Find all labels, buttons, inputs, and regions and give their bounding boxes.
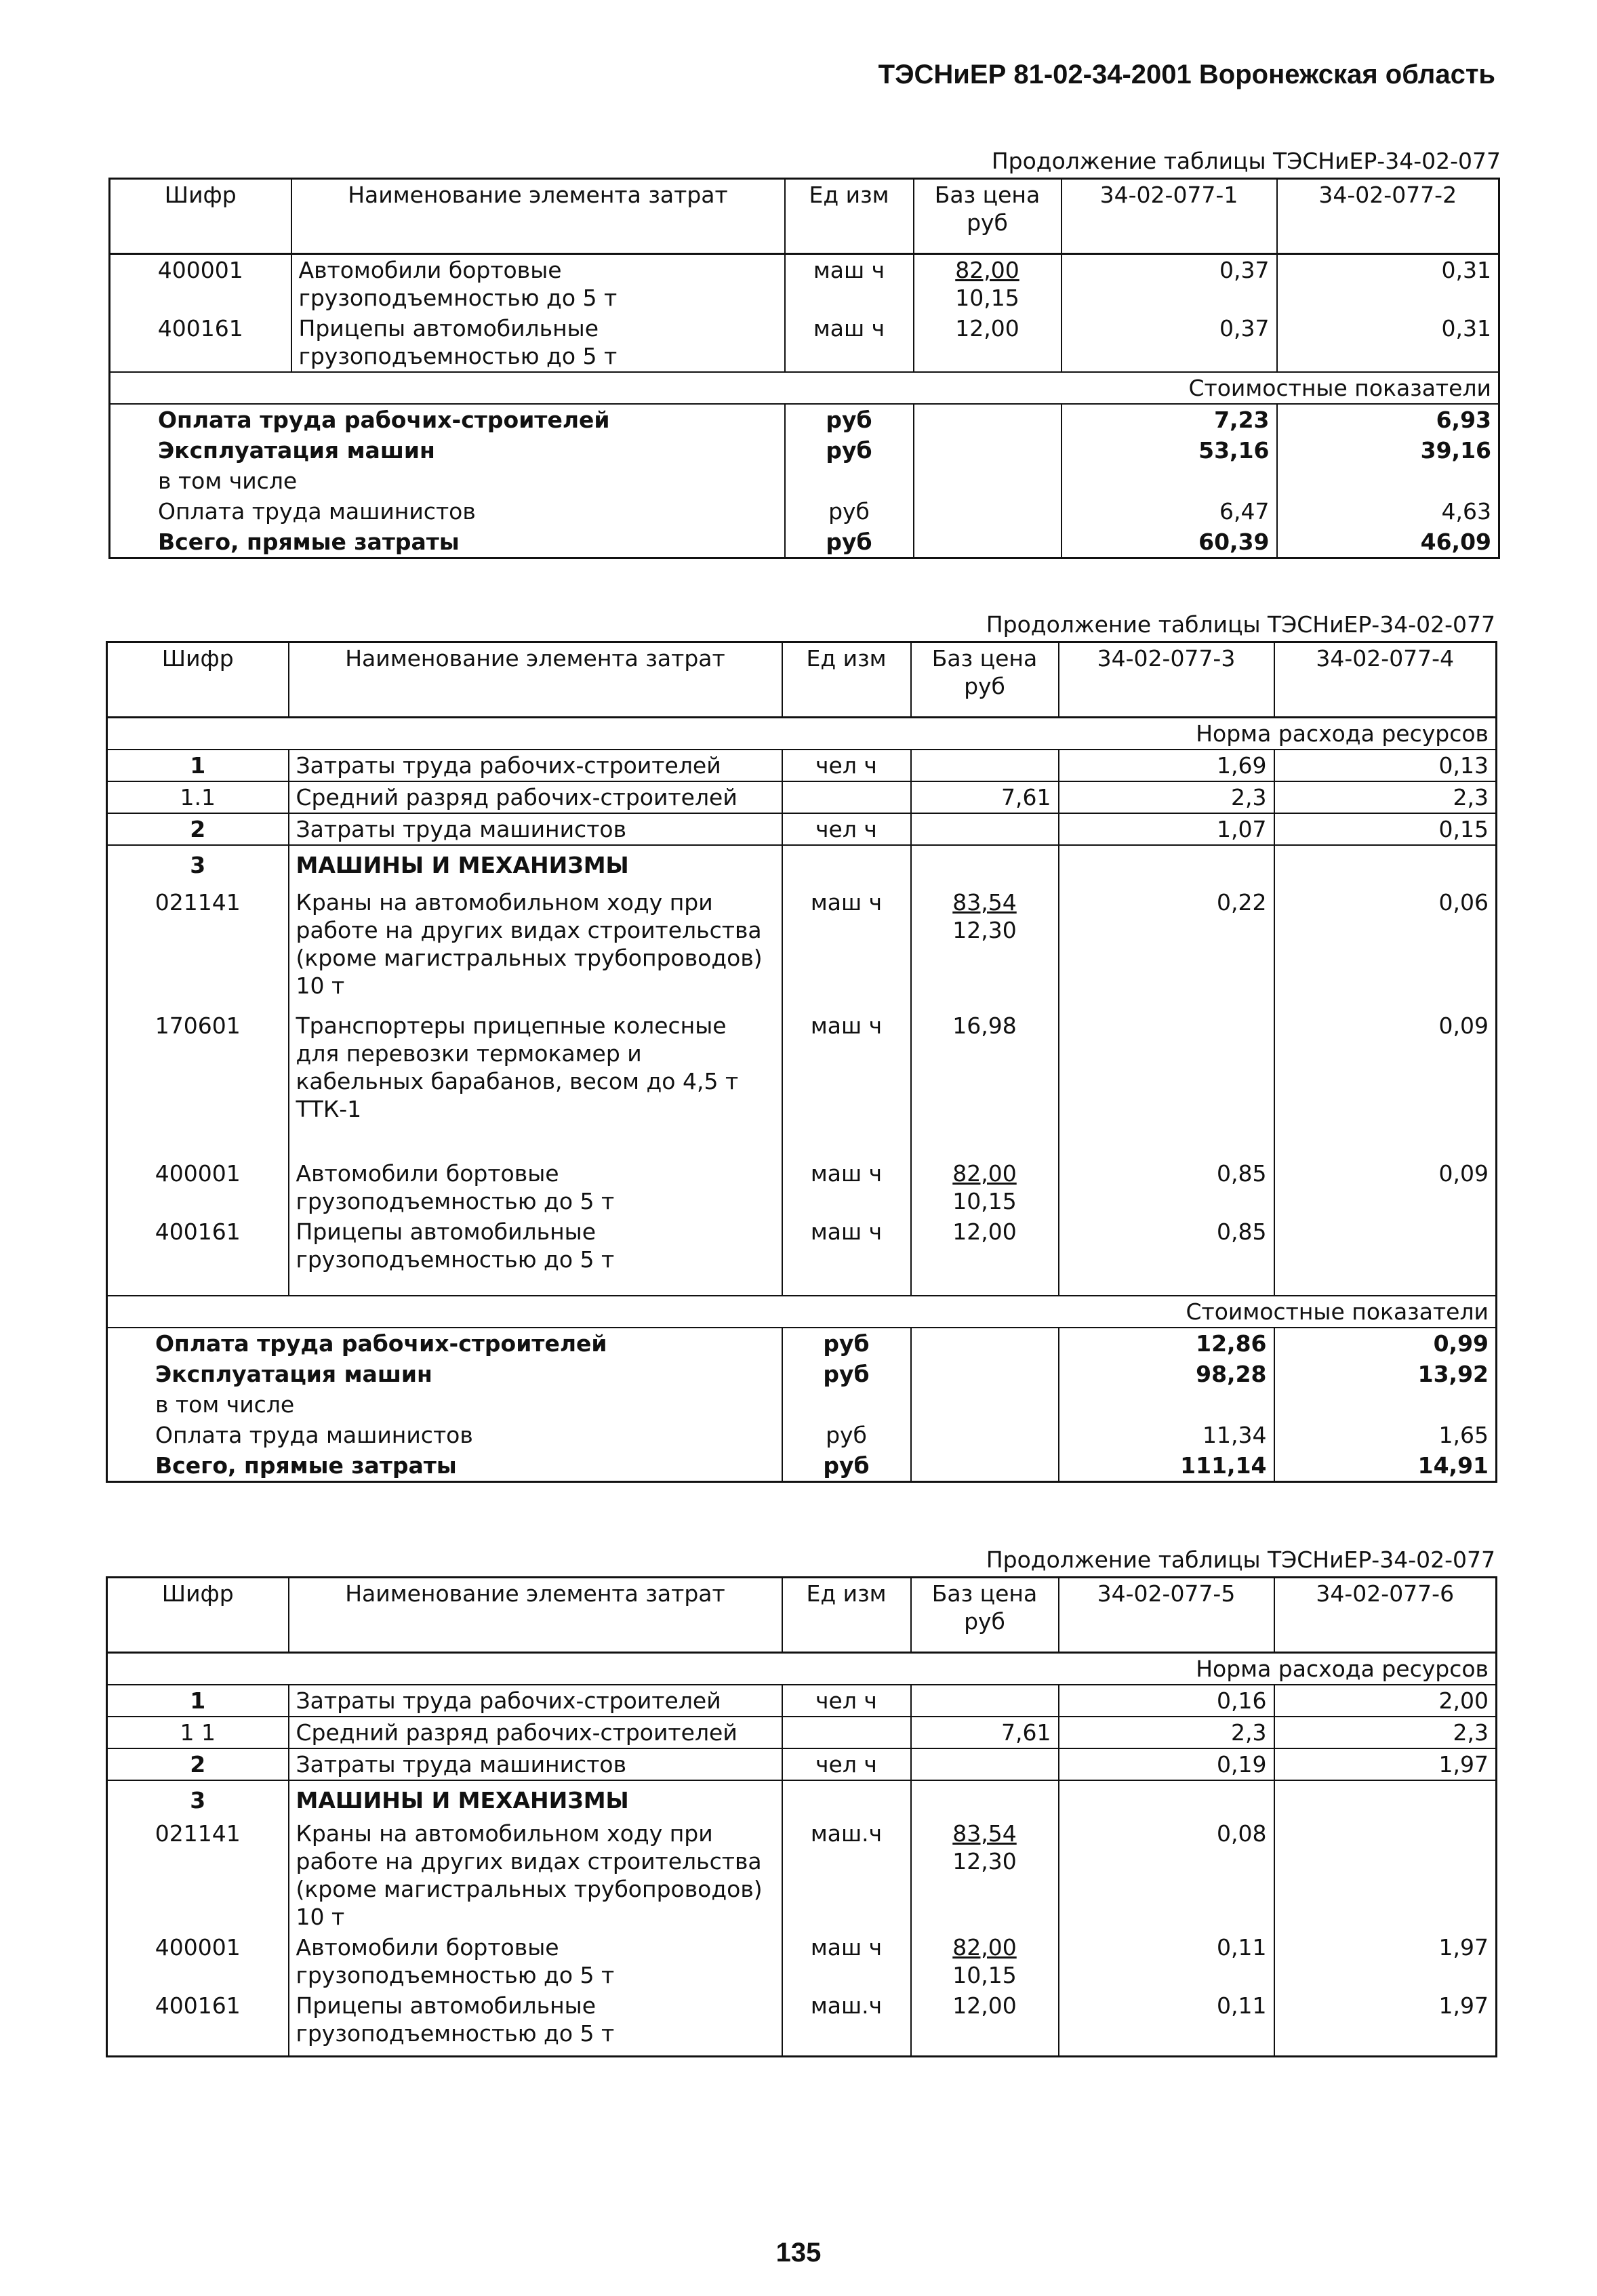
column-header: 34-02-077-5 <box>1059 1578 1274 1653</box>
value-cell: 0,37 <box>1062 254 1277 314</box>
value-cell: 0,16 <box>1059 1685 1274 1717</box>
value-cell <box>1059 1001 1274 1158</box>
code-cell: 400001 <box>155 1160 241 1187</box>
code-cell: 3 <box>107 845 289 880</box>
table-header-row <box>110 179 1499 254</box>
cost-value: 60,39 <box>1062 527 1277 558</box>
price-value-secondary: 10,15 <box>952 1188 1017 1214</box>
cost-value: 53,16 <box>1062 435 1277 466</box>
name-cell: Средний разряд рабочих-строителей <box>289 1717 782 1748</box>
cost-value: 6,47 <box>1062 496 1277 527</box>
cost-value: 6,93 <box>1277 404 1499 435</box>
unit-cell: чел ч <box>782 1685 911 1717</box>
price-value-secondary: 10,15 <box>955 285 1019 311</box>
unit-cell: чел ч <box>782 813 911 845</box>
name-cell: Автомобили бортовые грузоподъемностью до 5 т <box>289 1158 782 1216</box>
column-header: Ед изм <box>785 179 914 254</box>
value-cell: 2,3 <box>1274 1717 1497 1748</box>
unit-cell: маш ч <box>782 1932 911 1990</box>
cost-price <box>914 527 1062 558</box>
price-cell <box>911 880 1059 1001</box>
table-header-row <box>107 1578 1497 1653</box>
column-header: Наименование элемента затрат <box>291 179 785 254</box>
name-cell: Затраты труда рабочих-строителей <box>289 750 782 781</box>
code-cell: 400161 <box>157 315 243 342</box>
value-cell: 0,09 <box>1274 1158 1497 1216</box>
price-value-secondary: 12,30 <box>952 917 1017 943</box>
name-cell: Краны на автомобильном ходу при работе на других видах строительства (кроме магистральных трубопроводов) 10 т <box>289 880 782 1001</box>
name-cell: Автомобили бортовые грузоподъемностью до 5 т <box>291 254 785 314</box>
cost-unit <box>782 1389 911 1420</box>
table-row <box>107 813 1497 845</box>
cost-row <box>107 1328 1497 1359</box>
table-row <box>107 1216 1497 1296</box>
table-row <box>107 1932 1497 1990</box>
unit-cell: маш ч <box>782 1001 911 1158</box>
column-header: 34-02-077-1 <box>1062 179 1277 254</box>
price-value-secondary: 12,30 <box>952 1848 1017 1874</box>
column-header: Наименование элемента затрат <box>289 642 782 718</box>
cost-value: 46,09 <box>1277 527 1499 558</box>
table-caption: Продолжение таблицы ТЭСНиЕР-34-02-077 <box>986 1546 1495 1573</box>
cost-value: 0,99 <box>1274 1328 1497 1359</box>
value-cell: 0,31 <box>1277 313 1499 372</box>
cost-row <box>110 435 1499 466</box>
cost-row <box>107 1450 1497 1482</box>
name-cell: Затраты труда машинистов <box>289 813 782 845</box>
cost-name: Оплата труда рабочих-строителей <box>158 407 610 433</box>
price-value: 82,00 <box>955 257 1019 283</box>
unit-cell <box>782 781 911 813</box>
cost-value: 11,34 <box>1059 1420 1274 1450</box>
unit-cell <box>782 1717 911 1748</box>
cost-name: в том числе <box>155 1391 295 1418</box>
cost-value: 13,92 <box>1274 1359 1497 1389</box>
table-row <box>110 313 1499 372</box>
code-cell: 1 1 <box>107 1717 289 1748</box>
name-cell: Прицепы автомобильные грузоподъемностью до 5 т <box>289 1990 782 2057</box>
price-cell: 16,98 <box>911 1001 1059 1158</box>
table-row <box>107 1685 1497 1717</box>
cost-value: 98,28 <box>1059 1359 1274 1389</box>
cost-unit: руб <box>782 1450 911 1482</box>
cost-name: Оплата труда рабочих-строителей <box>155 1330 607 1357</box>
cost-row <box>107 1389 1497 1420</box>
unit-cell: чел ч <box>782 1748 911 1780</box>
unit-cell: маш ч <box>785 254 914 314</box>
code-cell: 021141 <box>155 1820 241 1847</box>
value-cell: 0,06 <box>1274 880 1497 1001</box>
cost-price <box>914 496 1062 527</box>
cost-unit: руб <box>785 435 914 466</box>
cost-price <box>914 435 1062 466</box>
value-cell: 0,13 <box>1274 750 1497 781</box>
cost-value: 7,23 <box>1062 404 1277 435</box>
cost-value <box>1277 466 1499 496</box>
table-row <box>107 1990 1497 2057</box>
section-row <box>107 718 1497 750</box>
value-cell: 0,11 <box>1059 1990 1274 2057</box>
column-header: Баз цена руб <box>911 1578 1059 1653</box>
value-cell: 1,07 <box>1059 813 1274 845</box>
name-cell: Прицепы автомобильные грузоподъемностью до 5 т <box>289 1216 782 1296</box>
unit-cell: маш ч <box>782 1216 911 1296</box>
column-header: Шифр <box>110 179 291 254</box>
value-cell: 0,31 <box>1277 254 1499 314</box>
cost-price <box>911 1328 1059 1359</box>
value-cell: 2,3 <box>1274 781 1497 813</box>
unit-cell <box>782 845 911 880</box>
price-cell <box>911 1685 1059 1717</box>
cost-value <box>1059 1389 1274 1420</box>
name-cell: Транспортеры прицепные колесные для перевозки термокамер и кабельных барабанов, весом до 4,5 т ТТК-1 <box>289 1001 782 1158</box>
page-number: 135 <box>775 2238 822 2268</box>
value-cell: 0,11 <box>1059 1932 1274 1990</box>
code-cell: 170601 <box>155 1012 241 1039</box>
code-cell: 021141 <box>155 889 241 916</box>
unit-cell <box>782 1780 911 1816</box>
value-cell: 0,09 <box>1274 1001 1497 1158</box>
cost-name: Всего, прямые затраты <box>155 1452 457 1479</box>
code-cell: 1.1 <box>107 781 289 813</box>
value-cell: 0,15 <box>1274 813 1497 845</box>
table-row <box>107 1816 1497 1932</box>
cost-unit: руб <box>785 404 914 435</box>
name-cell: МАШИНЫ И МЕХАНИЗМЫ <box>289 845 782 880</box>
value-cell <box>1274 1216 1497 1296</box>
unit-cell: маш.ч <box>782 1990 911 2057</box>
table-row <box>110 254 1499 314</box>
code-cell: 2 <box>107 813 289 845</box>
price-cell: 7,61 <box>911 781 1059 813</box>
name-cell: Прицепы автомобильные грузоподъемностью до 5 т <box>291 313 785 372</box>
column-header: Баз цена руб <box>911 642 1059 718</box>
name-cell: Средний разряд рабочих-строителей <box>289 781 782 813</box>
section-title: Стоимостные показатели <box>107 1296 1497 1328</box>
column-header: Шифр <box>107 642 289 718</box>
unit-cell: маш.ч <box>782 1816 911 1932</box>
section-title: Стоимостные показатели <box>110 372 1499 404</box>
value-cell <box>1059 845 1274 880</box>
code-cell: 3 <box>107 1780 289 1816</box>
column-header: Наименование элемента затрат <box>289 1578 782 1653</box>
price-cell: 12,00 <box>911 1990 1059 2057</box>
price-value: 83,54 <box>952 1820 1017 1847</box>
code-cell: 1 <box>190 752 206 779</box>
resource-table-1 <box>108 178 1500 559</box>
table-header-row <box>107 642 1497 718</box>
unit-cell: маш ч <box>782 880 911 1001</box>
section-row <box>107 1296 1497 1328</box>
price-value: 83,54 <box>952 889 1017 916</box>
price-cell: 12,00 <box>914 313 1062 372</box>
cost-value: 14,91 <box>1274 1450 1497 1482</box>
column-header: 34-02-077-4 <box>1274 642 1497 718</box>
table-row <box>107 1780 1497 1816</box>
name-cell: Автомобили бортовые грузоподъемностью до 5 т <box>289 1932 782 1990</box>
code-cell: 400001 <box>155 1934 241 1961</box>
cost-row <box>110 466 1499 496</box>
cost-row <box>107 1420 1497 1450</box>
cost-value <box>1062 466 1277 496</box>
price-value: 82,00 <box>952 1160 1017 1187</box>
price-cell <box>911 1158 1059 1216</box>
table-row <box>107 750 1497 781</box>
column-header: 34-02-077-3 <box>1059 642 1274 718</box>
price-value: 82,00 <box>952 1934 1017 1961</box>
code-cell: 1 <box>190 1687 206 1714</box>
price-cell: 7,61 <box>911 1717 1059 1748</box>
cost-unit: руб <box>782 1328 911 1359</box>
column-header: 34-02-077-2 <box>1277 179 1499 254</box>
cost-value: 39,16 <box>1277 435 1499 466</box>
value-cell: 2,00 <box>1274 1685 1497 1717</box>
name-cell: МАШИНЫ И МЕХАНИЗМЫ <box>289 1780 782 1816</box>
table-row <box>107 1158 1497 1216</box>
value-cell <box>1274 1780 1497 1816</box>
table-row <box>107 781 1497 813</box>
code-cell: 400001 <box>157 257 243 283</box>
value-cell: 1,97 <box>1274 1932 1497 1990</box>
value-cell <box>1059 1780 1274 1816</box>
cost-row <box>107 1359 1497 1389</box>
table-caption: Продолжение таблицы ТЭСНиЕР-34-02-077 <box>986 611 1495 638</box>
value-cell: 2,3 <box>1059 1717 1274 1748</box>
unit-cell: маш ч <box>785 313 914 372</box>
cost-price <box>914 404 1062 435</box>
cost-price <box>911 1450 1059 1482</box>
price-cell <box>911 1932 1059 1990</box>
table-row <box>107 845 1497 880</box>
price-cell: 12,00 <box>911 1216 1059 1296</box>
value-cell: 0,19 <box>1059 1748 1274 1780</box>
resource-table-3 <box>106 1576 1497 2057</box>
value-cell: 1,69 <box>1059 750 1274 781</box>
name-cell: Краны на автомобильном ходу при работе на других видах строительства (кроме магистральных трубопроводов) 10 т <box>289 1816 782 1932</box>
code-cell: 400161 <box>155 1218 241 1245</box>
cost-value: 4,63 <box>1277 496 1499 527</box>
section-title: Норма расхода ресурсов <box>107 718 1497 750</box>
cost-price <box>914 466 1062 496</box>
value-cell <box>1274 1816 1497 1932</box>
table-row <box>107 1748 1497 1780</box>
cost-name: Оплата труда машинистов <box>155 1422 473 1448</box>
value-cell: 1,97 <box>1274 1990 1497 2057</box>
column-header: 34-02-077-6 <box>1274 1578 1497 1653</box>
value-cell <box>1274 845 1497 880</box>
section-row <box>107 1653 1497 1685</box>
cost-unit: руб <box>785 527 914 558</box>
value-cell: 2,3 <box>1059 781 1274 813</box>
cost-row <box>110 527 1499 558</box>
column-header: Ед изм <box>782 1578 911 1653</box>
cost-name: Всего, прямые затраты <box>158 529 460 555</box>
value-cell: 0,37 <box>1062 313 1277 372</box>
code-cell: 400161 <box>155 1992 241 2019</box>
price-cell <box>911 845 1059 880</box>
table-row <box>107 1001 1497 1158</box>
section-row <box>110 372 1499 404</box>
table-caption: Продолжение таблицы ТЭСНиЕР-34-02-077 <box>991 148 1501 174</box>
price-cell <box>911 1748 1059 1780</box>
cost-name: Эксплуатация машин <box>155 1361 432 1387</box>
cost-name: Оплата труда машинистов <box>158 498 476 525</box>
value-cell: 1,97 <box>1274 1748 1497 1780</box>
cost-name: Эксплуатация машин <box>158 437 435 464</box>
price-cell <box>914 254 1062 314</box>
document-header: ТЭСНиЕР 81-02-34-2001 Воронежская область <box>878 60 1495 89</box>
price-cell <box>911 813 1059 845</box>
column-header: Баз цена руб <box>914 179 1062 254</box>
value-cell: 0,08 <box>1059 1816 1274 1932</box>
cost-value <box>1274 1389 1497 1420</box>
cost-row <box>110 496 1499 527</box>
name-cell: Затраты труда машинистов <box>289 1748 782 1780</box>
price-cell <box>911 1780 1059 1816</box>
cost-unit: руб <box>782 1359 911 1389</box>
cost-unit <box>785 466 914 496</box>
section-title: Норма расхода ресурсов <box>107 1653 1497 1685</box>
cost-price <box>911 1389 1059 1420</box>
cost-price <box>911 1420 1059 1450</box>
code-cell: 2 <box>107 1748 289 1780</box>
value-cell: 0,22 <box>1059 880 1274 1001</box>
price-cell <box>911 750 1059 781</box>
cost-row <box>110 404 1499 435</box>
column-header: Ед изм <box>782 642 911 718</box>
unit-cell: чел ч <box>782 750 911 781</box>
cost-value: 1,65 <box>1274 1420 1497 1450</box>
value-cell: 0,85 <box>1059 1158 1274 1216</box>
cost-value: 12,86 <box>1059 1328 1274 1359</box>
cost-price <box>911 1359 1059 1389</box>
resource-table-2 <box>106 641 1497 1483</box>
value-cell: 0,85 <box>1059 1216 1274 1296</box>
unit-cell: маш ч <box>782 1158 911 1216</box>
price-value-secondary: 10,15 <box>952 1962 1017 1988</box>
name-cell: Затраты труда рабочих-строителей <box>289 1685 782 1717</box>
table-row <box>107 1717 1497 1748</box>
cost-unit: руб <box>785 496 914 527</box>
table-row <box>107 880 1497 1001</box>
column-header: Шифр <box>107 1578 289 1653</box>
cost-value: 111,14 <box>1059 1450 1274 1482</box>
price-cell <box>911 1816 1059 1932</box>
cost-name: в том числе <box>158 468 298 494</box>
cost-unit: руб <box>782 1420 911 1450</box>
